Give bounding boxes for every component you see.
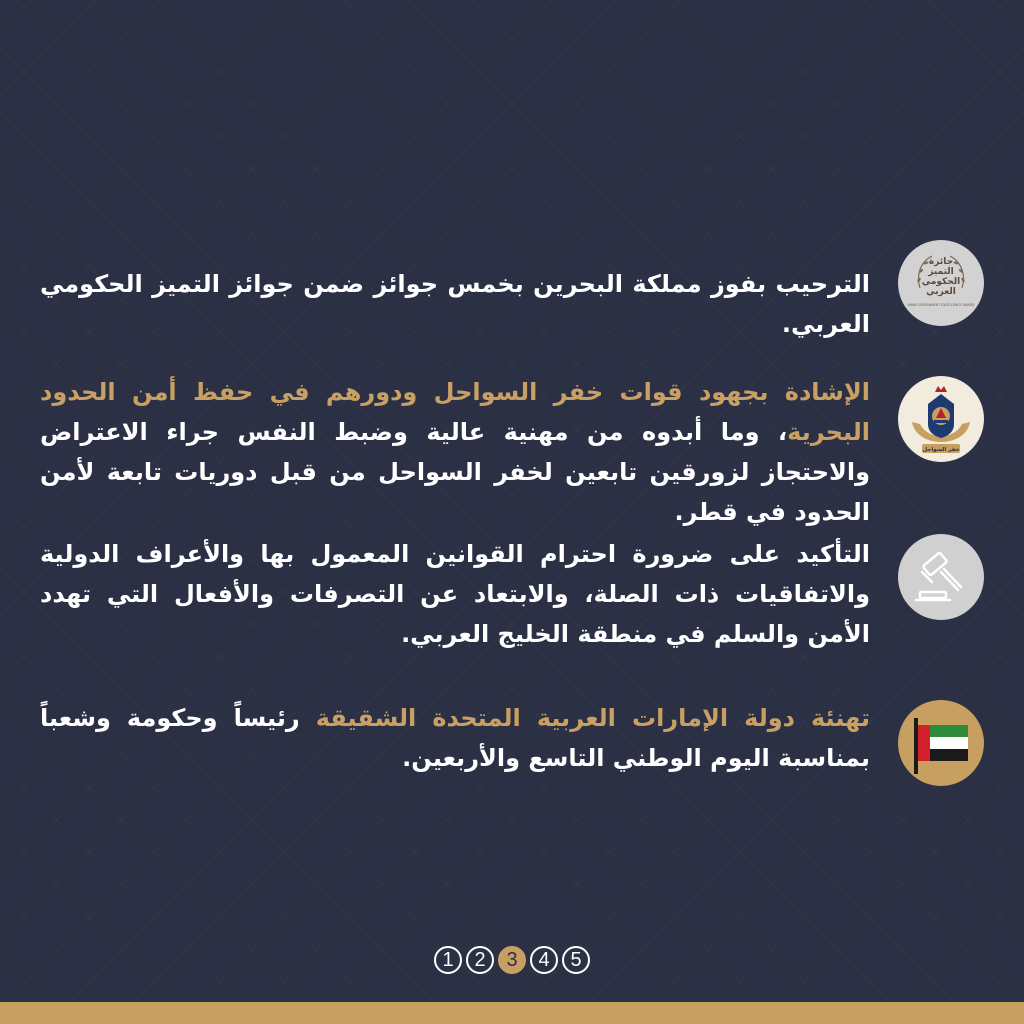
bottom-accent-bar xyxy=(0,1002,1024,1024)
page-1-button[interactable]: 1 xyxy=(434,946,462,974)
news-item-body: رئيساً وحكومة وشعباً بمناسبة اليوم الوطني التاسع والأربعين. xyxy=(40,704,870,772)
news-item-text xyxy=(40,534,870,654)
news-item-law xyxy=(40,532,984,662)
coast-guard-emblem-icon xyxy=(898,376,984,462)
page-3-button[interactable]: 3 xyxy=(498,946,526,974)
news-item-text xyxy=(40,698,870,778)
page-5-button[interactable]: 5 xyxy=(562,946,590,974)
news-item-uae xyxy=(40,698,984,794)
award-logo-word-4: العربي xyxy=(926,287,956,297)
news-item-highlight: تهنئة دولة الإمارات العربية المتحدة الشقيقة xyxy=(315,704,870,732)
page-2-button[interactable]: 2 xyxy=(466,946,494,974)
uae-flag-icon xyxy=(898,700,984,786)
award-logo-word-1: جائزة xyxy=(928,257,954,267)
coast-guard-caption: خفر السواحل xyxy=(922,447,960,453)
award-logo-word-2: التميز xyxy=(928,267,954,277)
news-item-award xyxy=(40,236,984,338)
award-logo-caption: ARAB GOVERNMENT EXCELLENCE AWARD xyxy=(907,303,975,307)
news-item-text xyxy=(40,264,870,344)
page-4-button[interactable]: 4 xyxy=(530,946,558,974)
award-logo-icon xyxy=(898,240,984,326)
pagination xyxy=(0,946,1024,974)
news-item-body: التأكيد على ضرورة احترام القوانين المعمول بها والأعراف الدولية والاتفاقيات ذات الصلة، والابتعاد عن التصرفات والأفعال التي تهدد الأمن والسلم في منطقة الخليج العربي. xyxy=(40,540,870,648)
award-logo-word-3: الحكومي xyxy=(921,277,961,287)
news-item-highlight: الإشادة بجهود قوات خفر السواحل ودورهم في حفظ أمن الحدود البحرية xyxy=(40,378,870,446)
news-item-body: الترحيب بفوز مملكة البحرين بخمس جوائز ضمن جوائز التميز الحكومي العربي. xyxy=(40,270,870,338)
news-item-text xyxy=(40,372,870,532)
news-item-coast-guard xyxy=(40,372,984,526)
news-item-body: ، وما أبدوه من مهنية عالية وضبط النفس جراء الاعتراض والاحتجاز لزورقين تابعين لخفر السواحل من قبل دوريات تابعة لأمن الحدود في قطر. xyxy=(40,418,870,526)
gavel-icon xyxy=(898,534,984,620)
